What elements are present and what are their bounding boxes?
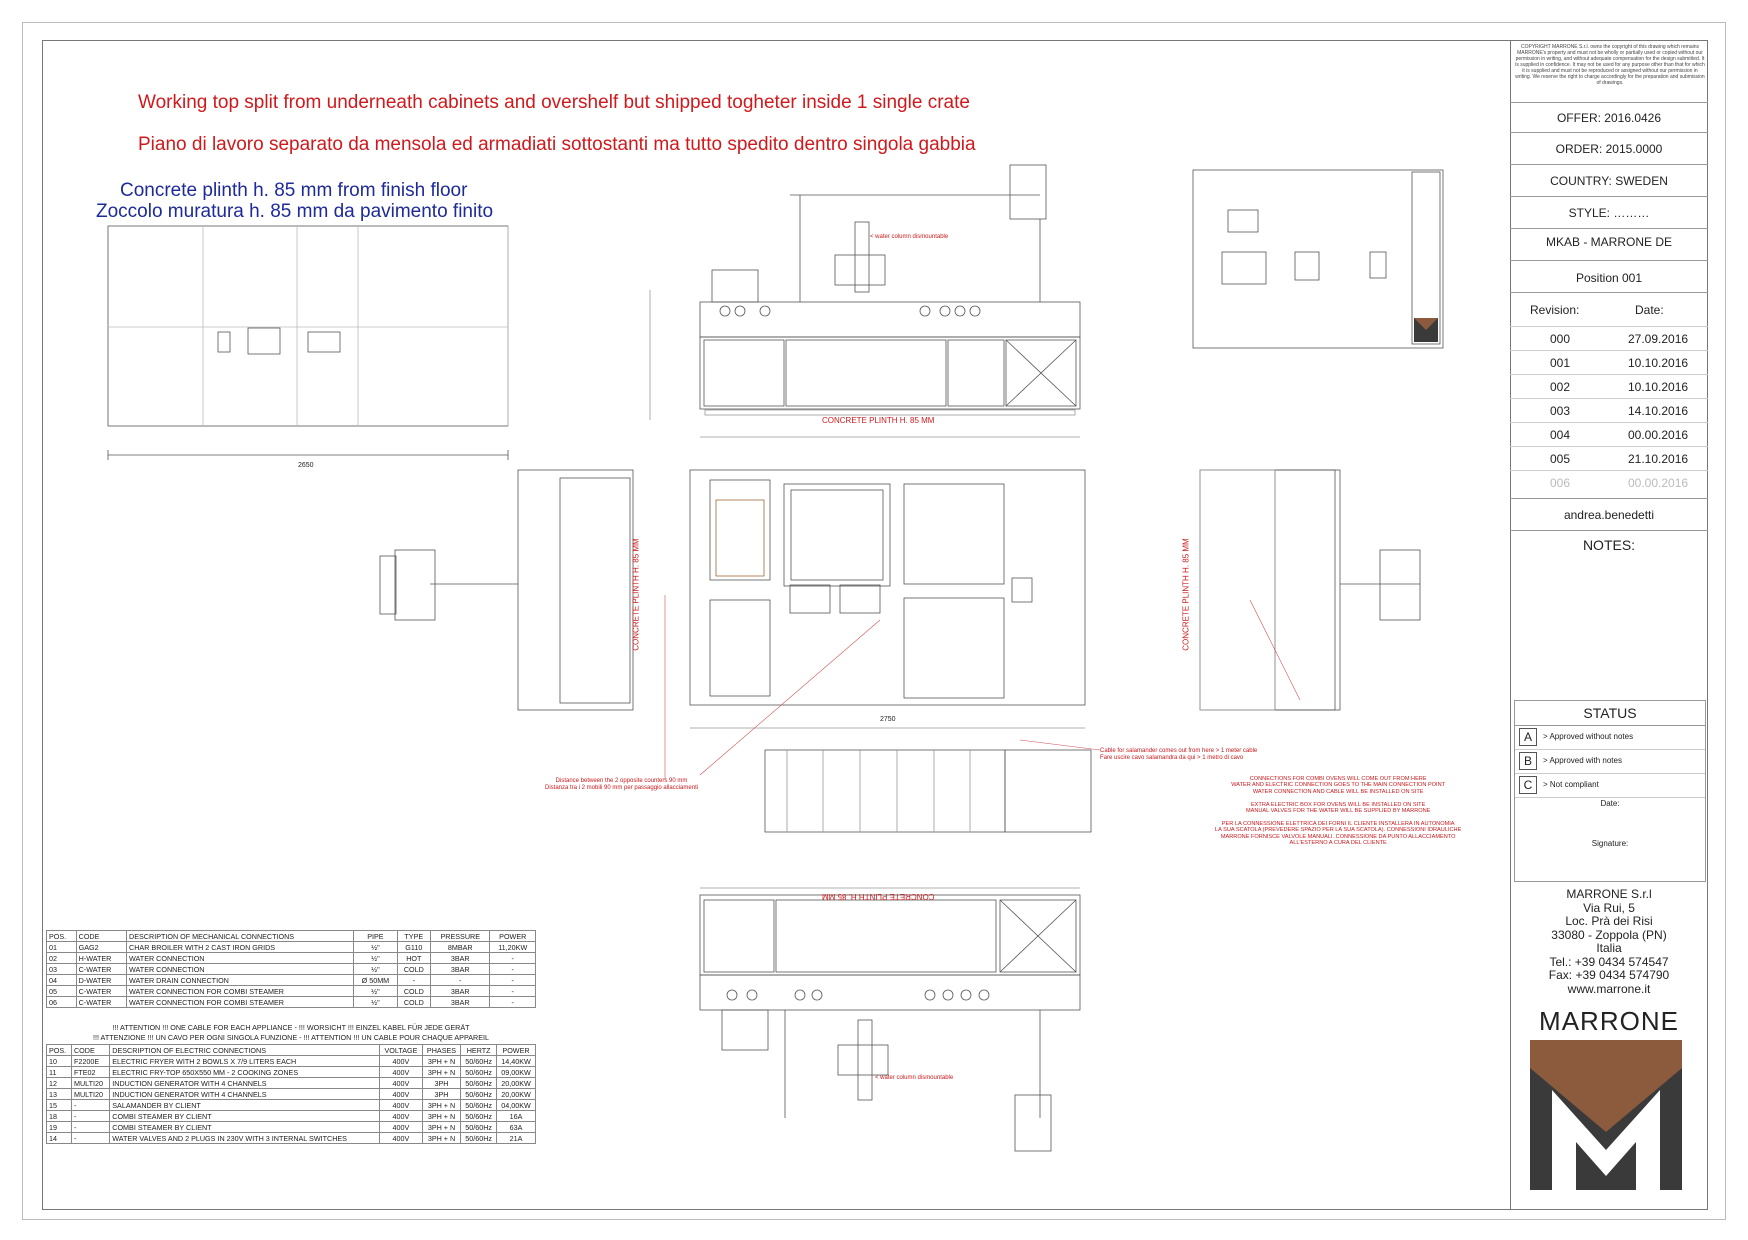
status-letter: C bbox=[1519, 776, 1537, 794]
revision-label: Revision: bbox=[1530, 303, 1580, 317]
cell: ½" bbox=[354, 942, 397, 953]
water-column-note-bottom: < water column dismountable bbox=[875, 1075, 954, 1081]
cell: 400V bbox=[380, 1089, 423, 1100]
cell: INDUCTION GENERATOR WITH 4 CHANNELS bbox=[110, 1089, 380, 1100]
cell: 20,00KW bbox=[497, 1089, 536, 1100]
brand-wordmark: MARRONE bbox=[1539, 1006, 1679, 1036]
status-option-b[interactable] bbox=[1515, 749, 1705, 774]
cell: 50/60Hz bbox=[461, 1078, 497, 1089]
cell: - bbox=[490, 975, 536, 986]
col-power: POWER bbox=[497, 1045, 536, 1056]
cell: 11,20KW bbox=[490, 942, 536, 953]
table-row bbox=[47, 1067, 536, 1078]
revision-number: 001 bbox=[1550, 356, 1571, 370]
cell: 50/60Hz bbox=[461, 1133, 497, 1144]
company-locality: Loc. Prà dei Risi bbox=[1565, 914, 1653, 928]
cell: COMBI STEAMER BY CLIENT bbox=[110, 1122, 380, 1133]
cell: 05 bbox=[47, 986, 77, 997]
col-code: CODE bbox=[71, 1045, 109, 1056]
cell: - bbox=[71, 1100, 109, 1111]
cell: COMBI STEAMER BY CLIENT bbox=[110, 1111, 380, 1122]
col-pos: POS. bbox=[47, 931, 77, 942]
cell: - bbox=[71, 1122, 109, 1133]
front-elevation bbox=[650, 165, 1080, 437]
cell: INDUCTION GENERATOR WITH 4 CHANNELS bbox=[110, 1078, 380, 1089]
cell: D-WATER bbox=[76, 975, 126, 986]
col-voltage: VOLTAGE bbox=[380, 1045, 423, 1056]
col-power: POWER bbox=[490, 931, 536, 942]
cell: - bbox=[397, 975, 430, 986]
plinth-label-front: CONCRETE PLINTH H. 85 MM bbox=[822, 416, 935, 425]
cell: 15 bbox=[47, 1100, 72, 1111]
cell: 3PH + N bbox=[422, 1111, 460, 1122]
water-column-note-top: < water column dismountable bbox=[870, 234, 949, 240]
cell: 50/60Hz bbox=[461, 1100, 497, 1111]
notes-label: NOTES: bbox=[1510, 530, 1708, 558]
revision-row bbox=[1510, 446, 1708, 471]
plan-total-dimension: 2650 bbox=[298, 462, 314, 469]
status-option-a[interactable] bbox=[1515, 725, 1705, 750]
cell: 3PH + N bbox=[422, 1100, 460, 1111]
table-row bbox=[47, 964, 536, 975]
cell: 3BAR bbox=[431, 953, 490, 964]
col-pos: POS. bbox=[47, 1045, 72, 1056]
cell: C-WATER bbox=[76, 986, 126, 997]
table-row bbox=[47, 986, 536, 997]
status-letter: B bbox=[1519, 752, 1537, 770]
company-country: Italia bbox=[1596, 941, 1622, 955]
cell: GAG2 bbox=[76, 942, 126, 953]
cell: 04 bbox=[47, 975, 77, 986]
table-row bbox=[47, 1133, 536, 1144]
status-box bbox=[1514, 700, 1706, 882]
cell: ELECTRIC FRYER WITH 2 BOWLS X 7/9 LITERS EACH bbox=[110, 1056, 380, 1067]
revision-row bbox=[1510, 326, 1708, 351]
inset-logo bbox=[1414, 318, 1438, 342]
salamander-note: Cable for salamander comes out from here > 1 meter cable Fare uscire cavo salamandra da qui > 1 metro di cavo bbox=[1100, 748, 1258, 761]
revision-header bbox=[1510, 292, 1708, 327]
cell: H-WATER bbox=[76, 953, 126, 964]
cell: 400V bbox=[380, 1111, 423, 1122]
cell: ELECTRIC FRY-TOP 650X550 MM - 2 COOKING ZONES bbox=[110, 1067, 380, 1078]
cell: WATER CONNECTION FOR COMBI STEAMER bbox=[127, 986, 354, 997]
revision-number: 006 bbox=[1550, 476, 1571, 490]
cell: 3PH + N bbox=[422, 1067, 460, 1078]
cell: 50/60Hz bbox=[461, 1089, 497, 1100]
revision-date: 27.09.2016 bbox=[1628, 332, 1689, 346]
revision-date: 10.10.2016 bbox=[1628, 380, 1689, 394]
cell: 14 bbox=[47, 1133, 72, 1144]
cell: 12 bbox=[47, 1078, 72, 1089]
cell: 04,00KW bbox=[497, 1100, 536, 1111]
cell: 3PH bbox=[422, 1078, 460, 1089]
plinth-heading-english: Concrete plinth h. 85 mm from finish floor bbox=[120, 180, 468, 201]
table-row bbox=[47, 942, 536, 953]
cell: MULTI20 bbox=[71, 1089, 109, 1100]
company-address bbox=[1514, 888, 1704, 996]
status-title: STATUS bbox=[1515, 701, 1705, 726]
revision-number: 000 bbox=[1550, 332, 1571, 346]
cell: 3BAR bbox=[431, 986, 490, 997]
cell: WATER DRAIN CONNECTION bbox=[127, 975, 354, 986]
revision-number: 002 bbox=[1550, 380, 1571, 394]
cell: WATER CONNECTION FOR COMBI STEAMER bbox=[127, 997, 354, 1008]
revision-row bbox=[1510, 350, 1708, 375]
mechanical-connections-table bbox=[46, 930, 536, 1008]
top-plan-view bbox=[380, 470, 1420, 728]
heading-italian: Piano di lavoro separato da mensola ed armadiati sottostanti ma tutto spedito dentro singola gabbia bbox=[138, 134, 976, 155]
cell: CHAR BROILER WITH 2 CAST IRON GRIDS bbox=[127, 942, 354, 953]
company-city: 33080 - Zoppola (PN) bbox=[1551, 927, 1667, 942]
cell: 3PH + N bbox=[422, 1056, 460, 1067]
electric-connections-table bbox=[46, 1044, 536, 1144]
table-row bbox=[47, 1100, 536, 1111]
cell: 06 bbox=[47, 997, 77, 1008]
cell: 50/60Hz bbox=[461, 1122, 497, 1133]
plinth-plan-view bbox=[108, 226, 508, 460]
revision-date: 14.10.2016 bbox=[1628, 404, 1689, 418]
revision-number: 004 bbox=[1550, 428, 1571, 442]
cell: ½" bbox=[354, 953, 397, 964]
company-phone: Tel.: +39 0434 574547 bbox=[1549, 954, 1669, 969]
client-name: MKAB - MARRONE DE bbox=[1510, 228, 1708, 260]
plinth-heading-italian: Zoccolo muratura h. 85 mm da pavimento finito bbox=[96, 201, 494, 222]
cell: 09,00KW bbox=[497, 1067, 536, 1078]
cell: 19 bbox=[47, 1122, 72, 1133]
revision-number: 005 bbox=[1550, 452, 1571, 466]
company-website[interactable]: www.marrone.it bbox=[1567, 981, 1651, 996]
table-row bbox=[47, 1056, 536, 1067]
cell: 3PH + N bbox=[422, 1122, 460, 1133]
cell: 03 bbox=[47, 964, 77, 975]
col-description: DESCRIPTION OF ELECTRIC CONNECTIONS bbox=[110, 1045, 380, 1056]
attention-notice bbox=[46, 1023, 536, 1043]
cell: 13 bbox=[47, 1089, 72, 1100]
status-text: > Not compliant bbox=[1543, 780, 1599, 789]
cell: COLD bbox=[397, 964, 430, 975]
cell: 18 bbox=[47, 1111, 72, 1122]
cell: 400V bbox=[380, 1078, 423, 1089]
cell: 400V bbox=[380, 1133, 423, 1144]
company-fax: Fax: +39 0434 574790 bbox=[1548, 968, 1670, 982]
plinth-label-back: CONCRETE PLINTH H. 85 MM bbox=[822, 892, 935, 901]
cell: 50/60Hz bbox=[461, 1067, 497, 1078]
side-elevation-right bbox=[1200, 470, 1335, 710]
cell: 50/60Hz bbox=[461, 1111, 497, 1122]
table-row bbox=[47, 1111, 536, 1122]
cell: 10 bbox=[47, 1056, 72, 1067]
cell: - bbox=[490, 953, 536, 964]
status-date-label: Date: bbox=[1600, 799, 1620, 808]
cell: WATER VALVES AND 2 PLUGS IN 230V WITH 3 INTERNAL SWITCHES bbox=[110, 1133, 380, 1144]
col-pipe: PIPE bbox=[354, 931, 397, 942]
cell: - bbox=[490, 997, 536, 1008]
cell: 14,40KW bbox=[497, 1056, 536, 1067]
cell: - bbox=[431, 975, 490, 986]
offer-number: OFFER: 2016.0426 bbox=[1510, 102, 1708, 132]
revision-row bbox=[1510, 422, 1708, 447]
attention-line-1: !!! ATTENTION !!! ONE CABLE FOR EACH APPLIANCE - !!! WORSICHT !!! EINZEL KABEL FÜR JEDE GERÄT bbox=[112, 1023, 470, 1032]
cell: 50/60Hz bbox=[461, 1056, 497, 1067]
revision-number: 003 bbox=[1550, 404, 1571, 418]
combi-oven-note: CONNECTIONS FOR COMBI OVENS WILL COME OUT FROM HERE WATER AND ELECTRIC CONNECTION GOES TO THE MAIN CONNECTION POINT WATER CONNECTION AND CABLE WILL BE INSTALLED ON SITE EXTRA ELECTRIC BOX FOR OVENS WILL BE INSTALLED ON SITE MANUAL VALVES FOR THE WATER WILL BE SUPPLIED BY MARRONE PER LA CONNESSIONE ELETTRICA DEI FORNI IL CLIENTE INSTALLERA IN AUTONOMIA LA SUA SCATOLA (PREVEDERE SPAZIO PER LA SUA SCATOLA). CONNESSIONI IDRAULICHE MARRONE FORNISCE VALVOLE MANUALI. CONNESSIONE DA PUNTO ALLACCIAMENTO ALL'ESTERNO A CURA DEL CLIENTE bbox=[1215, 776, 1462, 847]
cell: FTE02 bbox=[71, 1067, 109, 1078]
cell: ½" bbox=[354, 986, 397, 997]
cell: C-WATER bbox=[76, 997, 126, 1008]
attention-line-2: !!! ATTENZIONE !!! UN CAVO PER OGNI SINGOLA FUNZIONE - !!! ATTENTION !!! UN CABLE POUR CHAQUE APPAREIL bbox=[92, 1033, 490, 1042]
cell: 21A bbox=[497, 1133, 536, 1144]
cell: COLD bbox=[397, 986, 430, 997]
date-label: Date: bbox=[1635, 303, 1664, 317]
heading-english: Working top split from underneath cabinets and overshelf but shipped togheter inside 1 single crate bbox=[138, 92, 970, 113]
revision-row bbox=[1510, 470, 1708, 495]
cell: 400V bbox=[380, 1067, 423, 1078]
table-row bbox=[47, 1089, 536, 1100]
author: andrea.benedetti bbox=[1510, 498, 1708, 530]
col-description: DESCRIPTION OF MECHANICAL CONNECTIONS bbox=[127, 931, 354, 942]
status-option-c[interactable] bbox=[1515, 773, 1705, 798]
col-pressure: PRESSURE bbox=[431, 931, 490, 942]
style: STYLE: ……… bbox=[1510, 196, 1708, 228]
cell: 3BAR bbox=[431, 964, 490, 975]
col-type: TYPE bbox=[397, 931, 430, 942]
col-phases: PHASES bbox=[422, 1045, 460, 1056]
revision-row bbox=[1510, 374, 1708, 399]
copyright-notice: COPYRIGHT MARRONE S.r.l. owns the copyright of this drawing which remains MARRONE's property and must not be wholly or partially used or copied without our permission in writing, and without adequate compensation for the design submitted. It is supplied in confidence. It may not be used for any purpose other than that for which it is supplied and must not be reproduced or assigned without our permission in writing. We reserve the right to charge accordingly for the preparation and submission of drawings. bbox=[1515, 44, 1705, 86]
cell: 3PH + N bbox=[422, 1133, 460, 1144]
table-row bbox=[47, 975, 536, 986]
detail-inset bbox=[1193, 170, 1443, 348]
plinth-label-side-left: CONCRETE PLINTH H. 85 MM bbox=[631, 538, 641, 651]
revision-date: 00.00.2016 bbox=[1628, 476, 1689, 490]
cell: G110 bbox=[397, 942, 430, 953]
cell: MULTI20 bbox=[71, 1078, 109, 1089]
cell: 02 bbox=[47, 953, 77, 964]
back-elevation bbox=[700, 888, 1080, 1151]
distance-note: Distance between the 2 opposite counters 90 mm Distanza tra i 2 mobili 90 mm per passaggio allacciamenti bbox=[545, 778, 699, 791]
cell: SALAMANDER BY CLIENT bbox=[110, 1100, 380, 1111]
order-number: ORDER: 2015.0000 bbox=[1510, 132, 1708, 164]
cell: - bbox=[71, 1133, 109, 1144]
status-text: > Approved without notes bbox=[1543, 732, 1634, 741]
cell: 400V bbox=[380, 1100, 423, 1111]
cell: F2200E bbox=[71, 1056, 109, 1067]
electric-header-row bbox=[47, 1045, 536, 1056]
table-row bbox=[47, 953, 536, 964]
revision-date: 00.00.2016 bbox=[1628, 428, 1689, 442]
section-view bbox=[765, 750, 1091, 832]
mechanical-header-row bbox=[47, 931, 536, 942]
col-code: CODE bbox=[76, 931, 126, 942]
cell: 11 bbox=[47, 1067, 72, 1078]
revision-date: 10.10.2016 bbox=[1628, 356, 1689, 370]
status-signature-label: Signature: bbox=[1591, 839, 1629, 848]
col-hertz: HERTZ bbox=[461, 1045, 497, 1056]
cell: Ø 50MM bbox=[354, 975, 397, 986]
cell: 3BAR bbox=[431, 997, 490, 1008]
cell: HOT bbox=[397, 953, 430, 964]
cell: 8MBAR bbox=[431, 942, 490, 953]
cell: WATER CONNECTION bbox=[127, 953, 354, 964]
status-letter: A bbox=[1519, 728, 1537, 746]
country: COUNTRY: SWEDEN bbox=[1510, 164, 1708, 196]
table-row bbox=[47, 997, 536, 1008]
cell: COLD bbox=[397, 997, 430, 1008]
table-row bbox=[47, 1078, 536, 1089]
plinth-label-side-right: CONCRETE PLINTH H. 85 MM bbox=[1181, 538, 1191, 651]
position-label: Position 001 bbox=[1510, 260, 1708, 292]
top-total-dimension: 2750 bbox=[880, 716, 896, 723]
company-street: Via Rui, 5 bbox=[1583, 900, 1635, 915]
revision-row bbox=[1510, 398, 1708, 423]
cell: 01 bbox=[47, 942, 77, 953]
cell: 400V bbox=[380, 1122, 423, 1133]
cell: 20,00KW bbox=[497, 1078, 536, 1089]
cell: 3PH bbox=[422, 1089, 460, 1100]
cell: ½" bbox=[354, 997, 397, 1008]
cell: - bbox=[490, 964, 536, 975]
cell: 400V bbox=[380, 1056, 423, 1067]
cell: ½" bbox=[354, 964, 397, 975]
status-text: > Approved with notes bbox=[1543, 756, 1622, 765]
revision-date: 21.10.2016 bbox=[1628, 452, 1689, 466]
cell: 16A bbox=[497, 1111, 536, 1122]
cell: - bbox=[71, 1111, 109, 1122]
table-row bbox=[47, 1122, 536, 1133]
cell: WATER CONNECTION bbox=[127, 964, 354, 975]
company-name: MARRONE S.r.l bbox=[1566, 887, 1652, 901]
cell: C-WATER bbox=[76, 964, 126, 975]
cell: 63A bbox=[497, 1122, 536, 1133]
cell: - bbox=[490, 986, 536, 997]
